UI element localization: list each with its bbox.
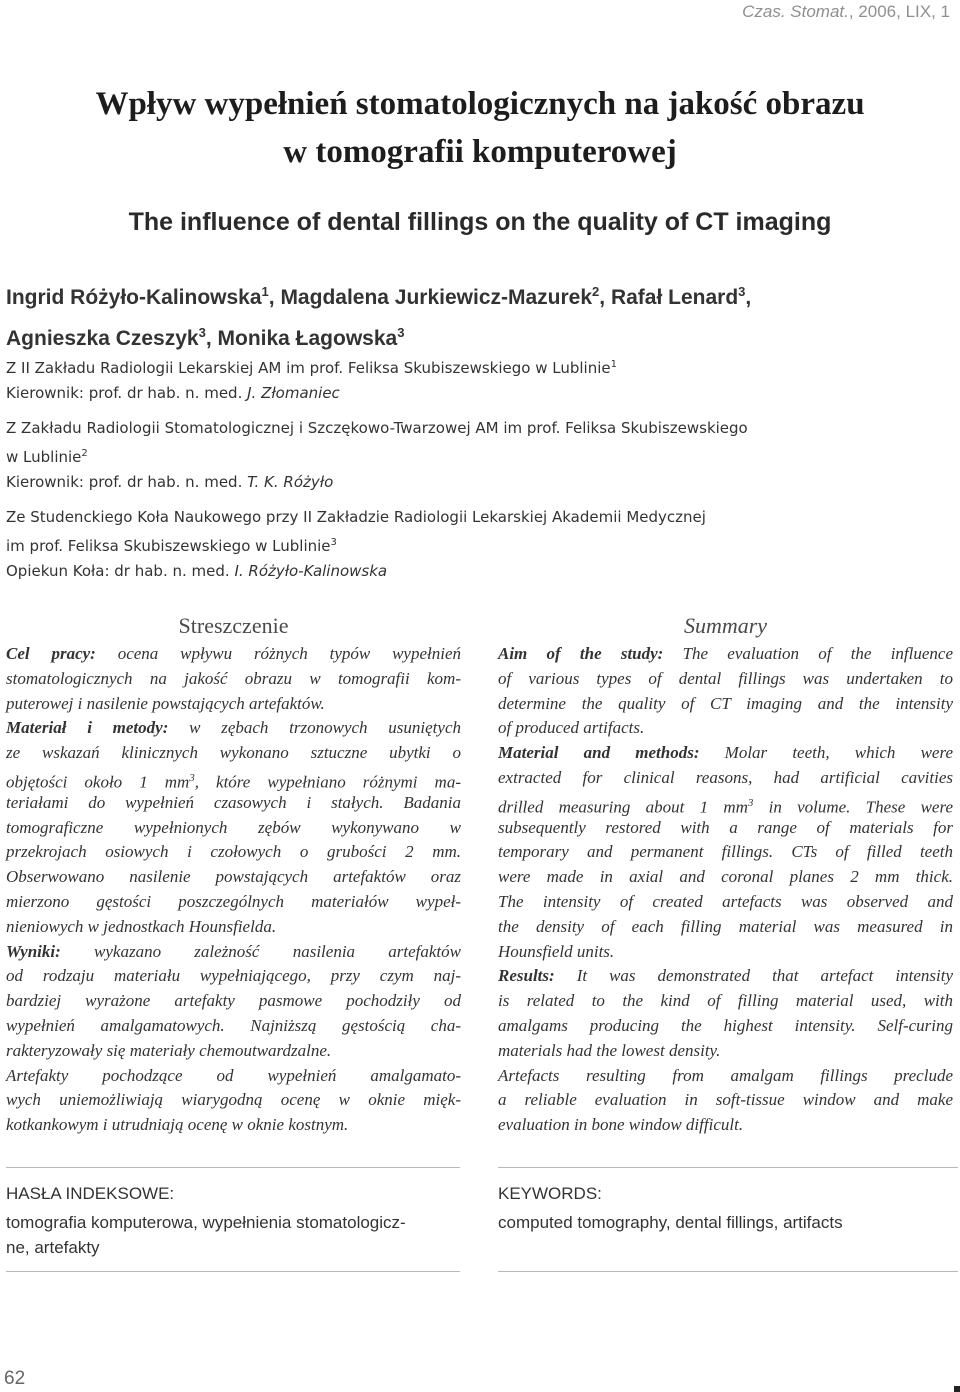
abstract-line <box>498 865 953 890</box>
abstract-line <box>6 1088 461 1113</box>
affiliation-text: Z II Zakładu Radiologii Lekarskiej AM im prof. Feliksa Skubiszewskiego w Lublinie <box>6 359 611 377</box>
journal-issue: , 2006, LIX, 1 <box>848 2 950 21</box>
abstract-line <box>498 667 953 692</box>
abstract-text: the density of each filling material was measured in <box>498 916 953 936</box>
abstract-line <box>498 940 953 965</box>
affiliation-mark: 3 <box>330 537 337 548</box>
author-affiliation-mark: 3 <box>198 325 206 340</box>
abstract-text: mierzono gęstości poszczególnych materiałów wypeł- <box>6 891 461 911</box>
abstract-text: nieniowych w jednostkach Hounsfielda. <box>6 916 277 936</box>
affiliation-text: w Lublinie <box>6 448 82 466</box>
abstract-line <box>498 642 953 667</box>
journal-name: Czas. Stomat. <box>742 2 849 21</box>
abstract-text: , które wypełniano różnymi ma- <box>194 772 461 792</box>
abstract-line <box>6 1113 461 1138</box>
affiliation-head-name: J. Złomaniec <box>247 384 340 402</box>
abstract-text: bardziej wyrażone artefakty pasmowe pochodziły od <box>6 991 461 1011</box>
author-list <box>6 274 956 356</box>
abstract-text: wypełnień amalgamatowych. Najniższą gęstością cha- <box>6 1015 461 1035</box>
author-name: Monika Łagowska <box>217 327 398 350</box>
abstract-line <box>6 915 461 940</box>
abstract-text: objętości około 1 mm <box>6 772 190 792</box>
abstract-english <box>498 612 953 1138</box>
abstract-text: temporary and permanent fillings. CTs of filled teeth <box>498 842 953 862</box>
affiliation-list <box>6 352 946 594</box>
affiliation-head <box>6 559 946 584</box>
abstract-text: przekrojach osiowych i czołowych o grubości 2 mm. <box>6 842 461 862</box>
abstract-line <box>498 816 953 841</box>
abstract-line <box>498 692 953 717</box>
affiliation-mark: 1 <box>610 359 617 370</box>
abstract-line <box>6 642 461 667</box>
abstract-line <box>498 1014 953 1039</box>
abstract-line <box>498 741 953 766</box>
affiliation-head-label: Kierownik: prof. dr hab. n. med. <box>6 473 248 491</box>
abstract-english-heading: Summary <box>683 613 768 638</box>
title-polish-line1: Wpływ wypełnień stomatologicznych na jakość obrazu <box>95 86 865 122</box>
divider <box>498 1167 958 1168</box>
abstract-line <box>6 741 461 766</box>
title-english: The influence of dental fillings on the quality of CT imaging <box>128 208 832 236</box>
abstract-text: The evaluation of the influence <box>663 644 954 663</box>
abstract-polish <box>6 612 461 1138</box>
abstract-line <box>6 1014 461 1039</box>
affiliation-mark: 2 <box>81 448 88 459</box>
abstract-line <box>6 989 461 1014</box>
author-name: Magdalena Jurkiewicz-Mazurek <box>280 286 593 309</box>
abstract-line <box>6 1064 461 1089</box>
abstract-text: Artefakty pochodzące od wypełnień amalgamato- <box>6 1065 461 1085</box>
abstract-line <box>6 1039 461 1064</box>
abstract-text: Hounsfield units. <box>498 941 615 961</box>
title-polish-line2: w tomografii komputerowej <box>283 134 677 170</box>
superscript: 3 <box>747 796 754 809</box>
abstract-line <box>498 964 953 989</box>
abstract-text: wykazano zależność nasilenia artefaktów <box>60 941 461 961</box>
abstract-section-label: Wyniki: <box>6 941 61 961</box>
title-polish <box>0 80 960 176</box>
affiliation-head <box>6 381 946 406</box>
abstract-text: stomatologicznych na jakość obrazu w tomografii kom- <box>6 668 461 688</box>
abstract-text: in volume. These were <box>753 797 953 817</box>
abstract-text: puterowej i nasilenie powstających artefaktów. <box>6 693 325 713</box>
abstract-polish-heading: Streszczenie <box>178 613 289 638</box>
affiliation-head <box>6 470 946 495</box>
superscript: 3 <box>189 771 195 784</box>
abstract-text: Artefacts resulting from amalgam fillings preclude <box>498 1065 953 1085</box>
abstract-line <box>6 840 461 865</box>
abstract-text: kotkankowym i utrudniają ocenę w oknie kostnym. <box>6 1115 349 1135</box>
abstract-line <box>6 940 461 965</box>
abstract-line <box>498 890 953 915</box>
abstract-text: ocena wpływu różnych typów wypełnień <box>95 644 462 663</box>
affiliation-head-name: I. Różyło-Kalinowska <box>234 562 388 580</box>
keywords-polish <box>6 1210 461 1260</box>
abstract-line <box>6 816 461 841</box>
affiliation-name <box>6 352 946 381</box>
abstract-section-label: Aim of the study: <box>498 644 664 663</box>
author-affiliation-mark: 1 <box>261 284 269 299</box>
affiliation-item <box>6 416 946 495</box>
divider <box>6 1167 460 1168</box>
abstract-text: teriałami do wypełnień czasowych i stałych. Badania <box>6 792 461 812</box>
affiliation-text: im prof. Feliksa Skubiszewskiego w Lublinie <box>6 537 331 555</box>
affiliation-item <box>6 505 946 584</box>
abstract-text: of produced artifacts. <box>498 718 645 738</box>
abstract-section-label: Material and methods: <box>498 743 700 763</box>
author-name: Rafał Lenard <box>610 286 739 309</box>
abstract-text: It was demonstrated that artefact intensity <box>554 966 953 986</box>
abstract-section-label: Results: <box>498 966 555 986</box>
abstract-line <box>498 989 953 1014</box>
abstract-text: amalgams producing the highest intensity. Self-curing <box>498 1015 953 1035</box>
abstract-line <box>6 865 461 890</box>
affiliation-item <box>6 352 946 406</box>
journal-header <box>742 2 950 22</box>
divider <box>6 1271 460 1272</box>
author-separator: , <box>599 286 611 309</box>
corner-mark <box>954 1386 960 1392</box>
author-separator: , <box>745 286 752 309</box>
keywords-polish-heading: HASŁA INDEKSOWE: <box>6 1184 175 1203</box>
abstract-line <box>498 1064 953 1089</box>
keywords-english-line1: computed tomography, dental fillings, artifacts <box>498 1213 843 1232</box>
keywords-english-heading: KEYWORDS: <box>498 1184 602 1203</box>
abstract-text: of various types of dental fillings was undertaken to <box>498 668 953 688</box>
abstract-line <box>6 766 461 791</box>
author-separator: , <box>268 286 281 309</box>
abstract-text: determine the quality of CT imaging and the intensity <box>498 693 953 713</box>
author-affiliation-mark: 3 <box>738 284 746 299</box>
abstract-text: materials had the lowest density. <box>498 1040 721 1060</box>
author-line1 <box>6 274 956 315</box>
abstract-text: subsequently restored with a range of materials for <box>498 817 953 837</box>
abstract-line <box>6 716 461 741</box>
abstract-text: Molar teeth, which were <box>699 743 954 763</box>
abstract-text: od rodzaju materiału wypełniającego, przy czym naj- <box>6 966 461 986</box>
abstract-line <box>498 716 953 741</box>
abstract-line <box>6 692 461 717</box>
abstract-line <box>6 964 461 989</box>
author-name: Agnieszka Czeszyk <box>6 327 199 350</box>
page-number: 62 <box>4 1368 26 1389</box>
abstract-line <box>498 766 953 791</box>
author-affiliation-mark: 2 <box>592 284 600 299</box>
keywords-polish-line2: ne, artefakty <box>6 1238 100 1257</box>
abstract-text: extracted for clinical reasons, had artificial cavities <box>498 767 953 787</box>
abstract-text: rakteryzowały się materiały chemoutwardzalne. <box>6 1040 332 1060</box>
affiliation-head-label: Opiekun Koła: dr hab. n. med. <box>6 562 235 580</box>
abstract-line <box>498 1113 953 1138</box>
abstract-line <box>498 1088 953 1113</box>
author-affiliation-mark: 3 <box>397 325 405 340</box>
affiliation-name: Ze Studenckiego Koła Naukowego przy II Zakładzie Radiologii Lekarskiej Akademii Medycznej <box>6 508 706 526</box>
abstract-line <box>6 890 461 915</box>
abstract-text: ze wskazań klinicznych wykonano sztuczne ubytki o <box>6 743 461 763</box>
abstract-line <box>6 791 461 816</box>
keywords-english <box>498 1210 958 1235</box>
abstract-text: is related to the kind of filling material used, with <box>498 991 953 1011</box>
abstract-section-label: Materiał i metody: <box>6 718 169 738</box>
affiliation-name-cont <box>6 441 946 470</box>
abstract-line <box>498 915 953 940</box>
author-separator: , <box>205 327 218 350</box>
abstract-text: evaluation in bone window difficult. <box>498 1115 744 1135</box>
divider <box>498 1271 958 1272</box>
author-line2 <box>6 315 956 356</box>
abstract-text: drilled measuring about 1 mm <box>498 797 748 817</box>
abstract-text: The intensity of created artefacts was observed and <box>498 891 953 911</box>
affiliation-head-name: T. K. Różyło <box>247 473 334 491</box>
abstract-line <box>6 667 461 692</box>
author-name: Ingrid Różyło-Kalinowska <box>6 286 262 309</box>
abstract-section-label: Cel pracy: <box>6 644 96 663</box>
affiliation-name: Z Zakładu Radiologii Stomatologicznej i Szczękowo-Twarzowej AM im prof. Feliksa Skubiszewskiego <box>6 419 748 437</box>
abstract-text: wych uniemożliwiają wiarygodną ocenę w oknie mięk- <box>6 1090 461 1110</box>
abstract-text: Obserwowano nasilenie powstających artefaktów oraz <box>6 867 461 887</box>
abstract-line <box>498 791 953 816</box>
abstract-text: a reliable evaluation in soft-tissue window and make <box>498 1090 953 1110</box>
abstract-text: w zębach trzonowych usuniętych <box>168 718 461 738</box>
abstract-text: were made in axial and coronal planes 2 mm thick. <box>498 867 953 887</box>
keywords-polish-line1: tomografia komputerowa, wypełnienia stomatologicz- <box>6 1213 406 1232</box>
abstract-line <box>498 840 953 865</box>
abstract-text: tomograficzne wypełnionych zębów wykonywano w <box>6 817 461 837</box>
affiliation-head-label: Kierownik: prof. dr hab. n. med. <box>6 384 248 402</box>
abstract-line <box>498 1039 953 1064</box>
affiliation-name-cont <box>6 530 946 559</box>
